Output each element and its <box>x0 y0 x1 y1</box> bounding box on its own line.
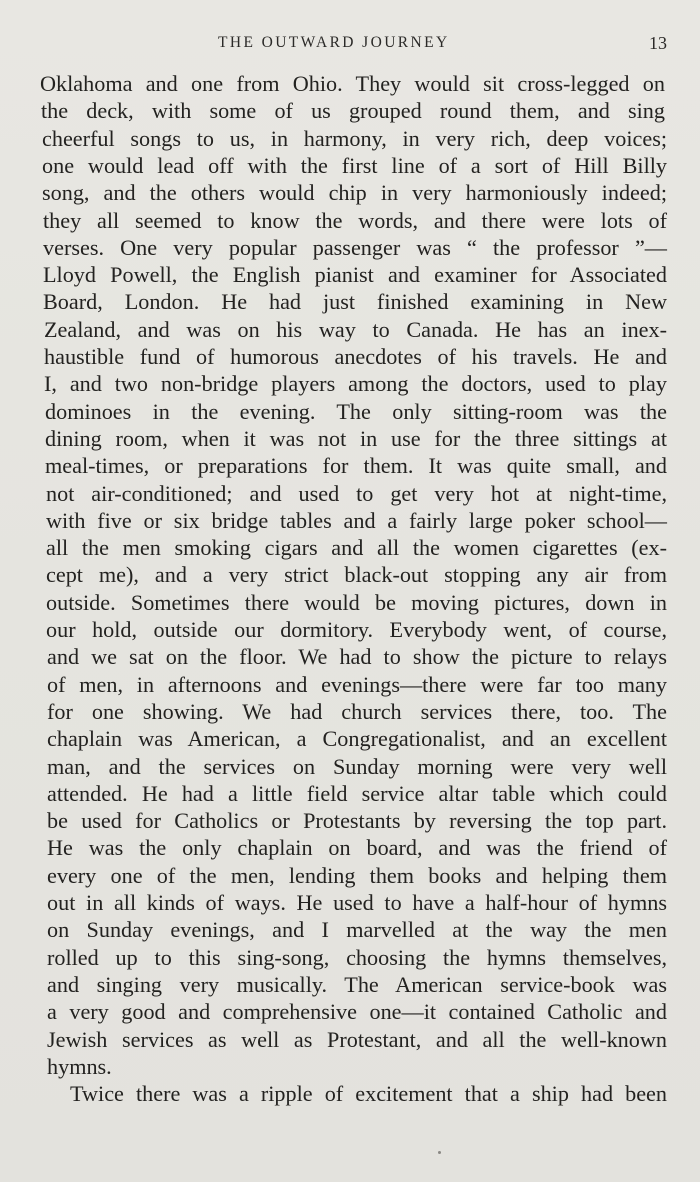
text-line: dining room, when it was not in use for the three sittings at <box>45 425 667 451</box>
text-line: song, and the others would chip in very harmoniously indeed; <box>42 180 667 206</box>
text-line: the deck, with some of us grouped round them, and sing <box>41 98 665 124</box>
text-line: Board, London. He had just finished examining in New <box>43 289 667 315</box>
text-line: verses. One very popular passenger was “ the professor ”— <box>43 234 667 260</box>
text-line: and we sat on the floor. We had to show the picture to relays <box>47 644 667 670</box>
text-line: out in all kinds of ways. He used to have a half-hour of hymns <box>47 890 667 915</box>
text-line: all the men smoking cigars and all the women cigarettes (ex- <box>46 535 667 561</box>
text-line: He was the only chaplain on board, and was the friend of <box>47 835 667 861</box>
text-line: a very good and comprehensive one—it contained Catholic and <box>47 999 667 1025</box>
text-line: outside. Sometimes there would be moving pictures, down in <box>46 589 667 615</box>
text-line: every one of the men, lending them books and helping them <box>47 862 667 888</box>
running-title: THE OUTWARD JOURNEY <box>218 34 450 51</box>
text-line: meal-times, or preparations for them. It was quite small, and <box>45 453 667 479</box>
text-line: man, and the services on Sunday morning were very well <box>47 753 667 779</box>
text-line: Twice there was a ripple of excitement that a ship had been <box>70 1081 667 1107</box>
text-line: chaplain was American, a Congregationalist, and an excellent <box>47 726 667 752</box>
text-line: Oklahoma and one from Ohio. They would sit cross-legged on <box>40 71 665 96</box>
text-line: with five or six bridge tables and a fairly large poker school— <box>46 507 667 533</box>
paper-speck <box>438 1151 441 1154</box>
text-line: of men, in afternoons and evenings—there were far too many <box>47 671 667 697</box>
text-line: rolled up to this sing-song, choosing the hymns themselves, <box>47 944 667 970</box>
text-line: hymns. <box>47 1053 112 1079</box>
text-line: cept me), and a very strict black-out stopping any air from <box>46 562 667 588</box>
text-line: Lloyd Powell, the English pianist and examiner for Associated <box>43 262 667 288</box>
text-line: dominoes in the evening. The only sitting-room was the <box>45 398 667 424</box>
text-line: Zealand, and was on his way to Canada. He has an inex- <box>44 316 667 342</box>
text-line: they all seemed to know the words, and there were lots of <box>43 207 667 233</box>
text-line: attended. He had a little field service altar table which could <box>47 780 667 806</box>
text-line: our hold, outside our dormitory. Everybody went, of course, <box>46 617 667 642</box>
text-line: haustible fund of humorous anecdotes of his travels. He and <box>44 344 667 369</box>
text-line: cheerful songs to us, in harmony, in very rich, deep voices; <box>42 125 667 151</box>
text-line: not air-conditioned; and used to get very hot at night-time, <box>46 480 667 506</box>
text-line: Jewish services as well as Protestant, and all the well-known <box>47 1026 667 1052</box>
text-line: I, and two non-bridge players among the doctors, used to play <box>44 371 667 397</box>
page-number: 13 <box>649 33 667 53</box>
text-line: and singing very musically. The American service-book was <box>47 971 667 997</box>
running-header <box>0 34 700 56</box>
text-line: be used for Catholics or Protestants by reversing the top part. <box>47 808 667 834</box>
text-line: one would lead off with the first line of a sort of Hill Billy <box>42 152 667 178</box>
text-line: for one showing. We had church services there, too. The <box>47 698 667 724</box>
text-line: on Sunday evenings, and I marvelled at the way the men <box>47 917 667 943</box>
